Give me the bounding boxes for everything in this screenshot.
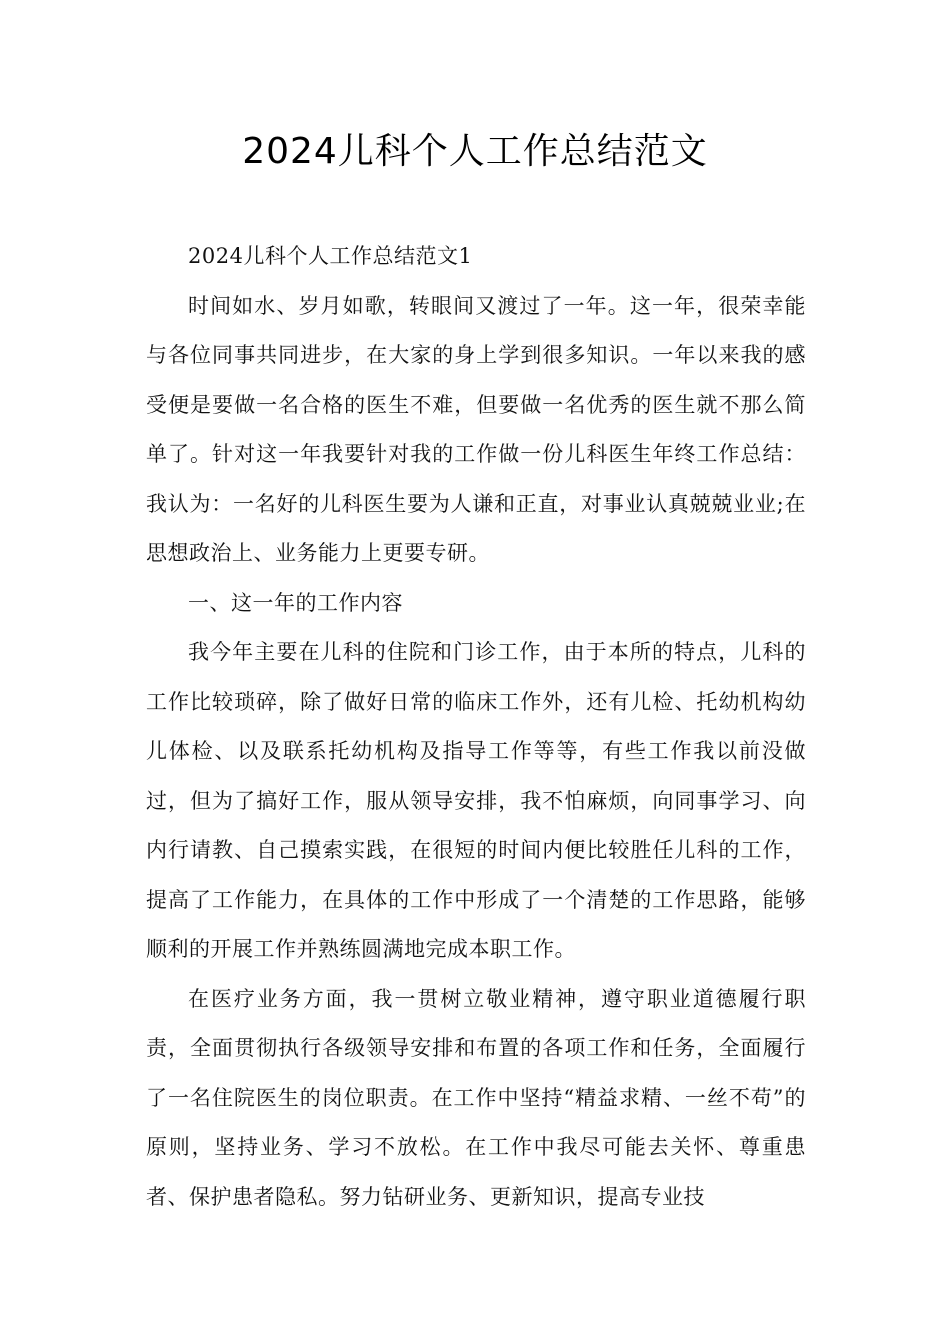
paragraph-medical-business: 在医疗业务方面，我一贯树立敬业精神，遵守职业道德履行职责，全面贯彻执行各级领导安排和布置的各项工作和任务，全面履行了一名住院医生的岗位职责。在工作中坚持“精益求精、一丝不苟”的原则，坚持业务、学习不放松。在工作中我尽可能去关怀、尊重患者、保护患者隐私。努力钻研业务、更新知识，提高专业技 bbox=[146, 986, 806, 1209]
section-heading-work-content: 一、这一年的工作内容 bbox=[188, 590, 403, 615]
document-title: 2024儿科个人工作总结范文 bbox=[242, 131, 708, 172]
paragraph-intro: 时间如水、岁月如歌，转眼间又渡过了一年。这一年，很荣幸能与各位同事共同进步，在大家的身上学到很多知识。一年以来我的感受便是要做一名合格的医生不难，但要做一名优秀的医生就不那么简单了。针对这一年我要针对我的工作做一份儿科医生年终工作总结：我认为：一名好的儿科医生要为人谦和正直，对事业认真兢兢业业;在思想政治上、业务能力上更要专研。 bbox=[146, 293, 806, 565]
document-body bbox=[146, 232, 806, 1222]
paragraph-work-content: 我今年主要在儿科的住院和门诊工作，由于本所的特点，儿科的工作比较琐碎，除了做好日常的临床工作外，还有儿检、托幼机构幼儿体检、以及联系托幼机构及指导工作等等，有些工作我以前没做过，但为了搞好工作，服从领导安排，我不怕麻烦，向同事学习、向内行请教、自己摸索实践，在很短的时间内便比较胜任儿科的工作，提高了工作能力，在具体的工作中形成了一个清楚的工作思路，能够顺利的开展工作并熟练圆满地完成本职工作。 bbox=[146, 640, 806, 961]
section-heading-1: 2024儿科个人工作总结范文1 bbox=[188, 244, 473, 268]
